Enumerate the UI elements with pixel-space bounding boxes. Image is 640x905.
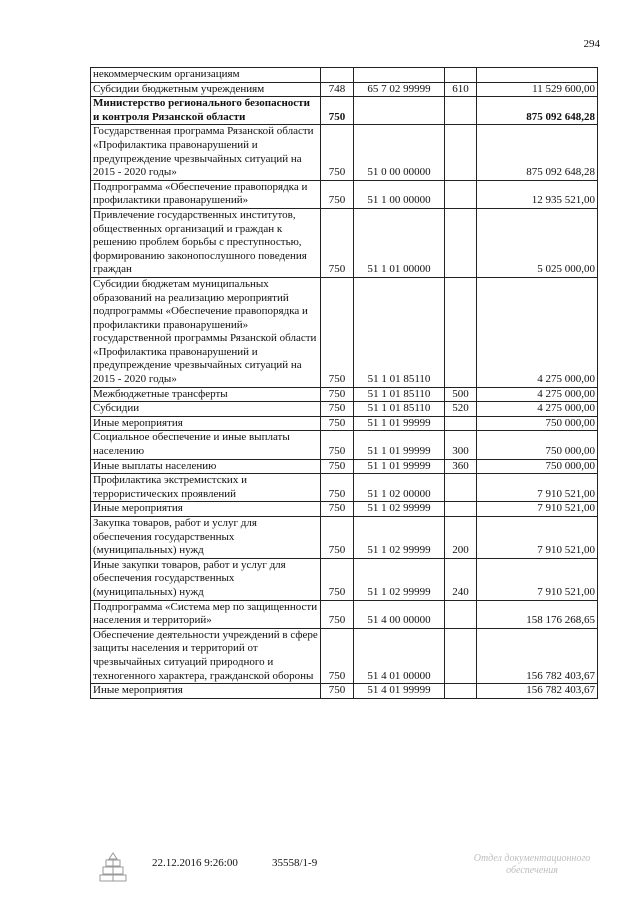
- row-name-cell: Подпрограмма «Система мер по защищенности населения и территорий»: [91, 600, 321, 628]
- row-chapter-cell: 750: [321, 125, 354, 180]
- row-name-cell: Иные выплаты населению: [91, 459, 321, 474]
- row-chapter-cell: 750: [321, 502, 354, 517]
- row-expense-type-cell: [445, 502, 477, 517]
- row-chapter-cell: 750: [321, 277, 354, 387]
- row-expense-type-cell: 500: [445, 387, 477, 402]
- table-row: [91, 125, 598, 180]
- budget-table: [90, 67, 598, 699]
- row-name-cell: Социальное обеспечение и иные выплаты населению: [91, 431, 321, 459]
- row-chapter-cell: 750: [321, 416, 354, 431]
- row-name-cell: некоммерческим организациям: [91, 68, 321, 83]
- row-name-cell: Закупка товаров, работ и услуг для обеспечения государственных (муниципальных) нужд: [91, 517, 321, 559]
- table-row: [91, 684, 598, 699]
- row-amount-cell: 11 529 600,00: [477, 82, 598, 97]
- row-expense-type-cell: [445, 97, 477, 125]
- table-row: [91, 459, 598, 474]
- table-row: [91, 97, 598, 125]
- footer-date: 22.12.2016 9:26:00: [152, 857, 238, 869]
- row-amount-cell: 875 092 648,28: [477, 125, 598, 180]
- row-amount-cell: 7 910 521,00: [477, 517, 598, 559]
- row-name-cell: Субсидии бюджетным учреждениям: [91, 82, 321, 97]
- row-expense-type-cell: 300: [445, 431, 477, 459]
- row-name-cell: Иные мероприятия: [91, 502, 321, 517]
- row-name-cell: Министерство регионального безопасности и контроля Рязанской области: [91, 97, 321, 125]
- row-amount-cell: 750 000,00: [477, 416, 598, 431]
- row-expense-type-cell: 520: [445, 402, 477, 417]
- table-row: [91, 387, 598, 402]
- row-expense-type-cell: 610: [445, 82, 477, 97]
- row-target-code-cell: 51 1 01 85110: [354, 387, 445, 402]
- row-expense-type-cell: [445, 474, 477, 502]
- row-name-cell: Привлечение государственных институтов, общественных организаций и граждан к решению проблем борьбы с преступностью, формированию законопослушного поведения граждан: [91, 208, 321, 277]
- row-amount-cell: 875 092 648,28: [477, 97, 598, 125]
- row-target-code-cell: 51 1 01 99999: [354, 459, 445, 474]
- table-row: [91, 402, 598, 417]
- row-expense-type-cell: [445, 277, 477, 387]
- row-name-cell: Межбюджетные трансферты: [91, 387, 321, 402]
- row-expense-type-cell: 200: [445, 517, 477, 559]
- row-amount-cell: 156 782 403,67: [477, 628, 598, 683]
- row-target-code-cell: 51 1 01 99999: [354, 416, 445, 431]
- row-amount-cell: 4 275 000,00: [477, 277, 598, 387]
- row-name-cell: Иные мероприятия: [91, 684, 321, 699]
- table-row: [91, 517, 598, 559]
- row-chapter-cell: [321, 68, 354, 83]
- row-expense-type-cell: [445, 180, 477, 208]
- table-row: [91, 474, 598, 502]
- row-amount-cell: 158 176 268,65: [477, 600, 598, 628]
- row-chapter-cell: 750: [321, 628, 354, 683]
- row-target-code-cell: 51 4 01 00000: [354, 628, 445, 683]
- row-chapter-cell: 750: [321, 474, 354, 502]
- row-amount-cell: 7 910 521,00: [477, 558, 598, 600]
- row-target-code-cell: 51 1 02 00000: [354, 474, 445, 502]
- row-target-code-cell: 65 7 02 99999: [354, 82, 445, 97]
- row-expense-type-cell: [445, 684, 477, 699]
- row-amount-cell: 4 275 000,00: [477, 387, 598, 402]
- row-chapter-cell: 748: [321, 82, 354, 97]
- row-amount-cell: 750 000,00: [477, 431, 598, 459]
- table-row: [91, 431, 598, 459]
- row-expense-type-cell: [445, 628, 477, 683]
- row-name-cell: Субсидии: [91, 402, 321, 417]
- table-row: [91, 502, 598, 517]
- table-row: [91, 558, 598, 600]
- row-target-code-cell: 51 1 01 99999: [354, 431, 445, 459]
- row-amount-cell: 7 910 521,00: [477, 474, 598, 502]
- row-chapter-cell: 750: [321, 684, 354, 699]
- table-row: [91, 277, 598, 387]
- row-target-code-cell: [354, 97, 445, 125]
- table-row: [91, 600, 598, 628]
- row-name-cell: Иные мероприятия: [91, 416, 321, 431]
- stamp-text: Отдел документационного обеспечения: [473, 853, 591, 876]
- row-chapter-cell: 750: [321, 459, 354, 474]
- row-chapter-cell: 750: [321, 97, 354, 125]
- row-target-code-cell: 51 1 02 99999: [354, 502, 445, 517]
- row-amount-cell: 5 025 000,00: [477, 208, 598, 277]
- row-name-cell: Обеспечение деятельности учреждений в сфере защиты населения и территорий от чрезвычайных ситуаций природного и техногенного характера, гражданской обороны: [91, 628, 321, 683]
- row-target-code-cell: 51 1 02 99999: [354, 558, 445, 600]
- row-chapter-cell: 750: [321, 431, 354, 459]
- row-name-cell: Профилактика экстремистских и террористических проявлений: [91, 474, 321, 502]
- row-target-code-cell: 51 1 00 00000: [354, 180, 445, 208]
- row-amount-cell: 12 935 521,00: [477, 180, 598, 208]
- row-chapter-cell: 750: [321, 517, 354, 559]
- budget-table-body: [91, 68, 598, 699]
- row-amount-cell: [477, 68, 598, 83]
- row-expense-type-cell: 240: [445, 558, 477, 600]
- row-name-cell: Подпрограмма «Обеспечение правопорядка и профилактики правонарушений»: [91, 180, 321, 208]
- page-number: 294: [583, 38, 600, 50]
- row-chapter-cell: 750: [321, 558, 354, 600]
- row-chapter-cell: 750: [321, 600, 354, 628]
- row-chapter-cell: 750: [321, 387, 354, 402]
- row-target-code-cell: 51 1 01 00000: [354, 208, 445, 277]
- row-target-code-cell: 51 1 02 99999: [354, 517, 445, 559]
- table-row: [91, 208, 598, 277]
- table-row: [91, 82, 598, 97]
- row-amount-cell: 4 275 000,00: [477, 402, 598, 417]
- row-target-code-cell: 51 4 00 00000: [354, 600, 445, 628]
- row-expense-type-cell: [445, 125, 477, 180]
- row-chapter-cell: 750: [321, 208, 354, 277]
- table-row: [91, 180, 598, 208]
- row-target-code-cell: 51 0 00 00000: [354, 125, 445, 180]
- row-chapter-cell: 750: [321, 180, 354, 208]
- row-target-code-cell: 51 4 01 99999: [354, 684, 445, 699]
- row-name-cell: Государственная программа Рязанской области «Профилактика правонарушений и предупреждение чрезвычайных ситуаций на 2015 - 2020 годы»: [91, 125, 321, 180]
- row-chapter-cell: 750: [321, 402, 354, 417]
- row-target-code-cell: 51 1 01 85110: [354, 402, 445, 417]
- row-expense-type-cell: 360: [445, 459, 477, 474]
- footer-document-code: 35558/1-9: [272, 857, 318, 869]
- table-row: [91, 68, 598, 83]
- row-amount-cell: 7 910 521,00: [477, 502, 598, 517]
- row-expense-type-cell: [445, 600, 477, 628]
- row-expense-type-cell: [445, 208, 477, 277]
- row-amount-cell: 156 782 403,67: [477, 684, 598, 699]
- row-expense-type-cell: [445, 68, 477, 83]
- row-target-code-cell: 51 1 01 85110: [354, 277, 445, 387]
- row-expense-type-cell: [445, 416, 477, 431]
- table-row: [91, 628, 598, 683]
- row-name-cell: Субсидии бюджетам муниципальных образований на реализацию мероприятий подпрограммы «Обеспечение правопорядка и профилактики правонарушений» государственной программы Рязанской области «Профилактика правонарушений и предупреждение чрезвычайных ситуаций на 2015 - 2020 годы»: [91, 277, 321, 387]
- row-name-cell: Иные закупки товаров, работ и услуг для обеспечения государственных (муниципальных) нужд: [91, 558, 321, 600]
- table-row: [91, 416, 598, 431]
- row-target-code-cell: [354, 68, 445, 83]
- row-amount-cell: 750 000,00: [477, 459, 598, 474]
- stamp-emblem-icon: [96, 850, 130, 884]
